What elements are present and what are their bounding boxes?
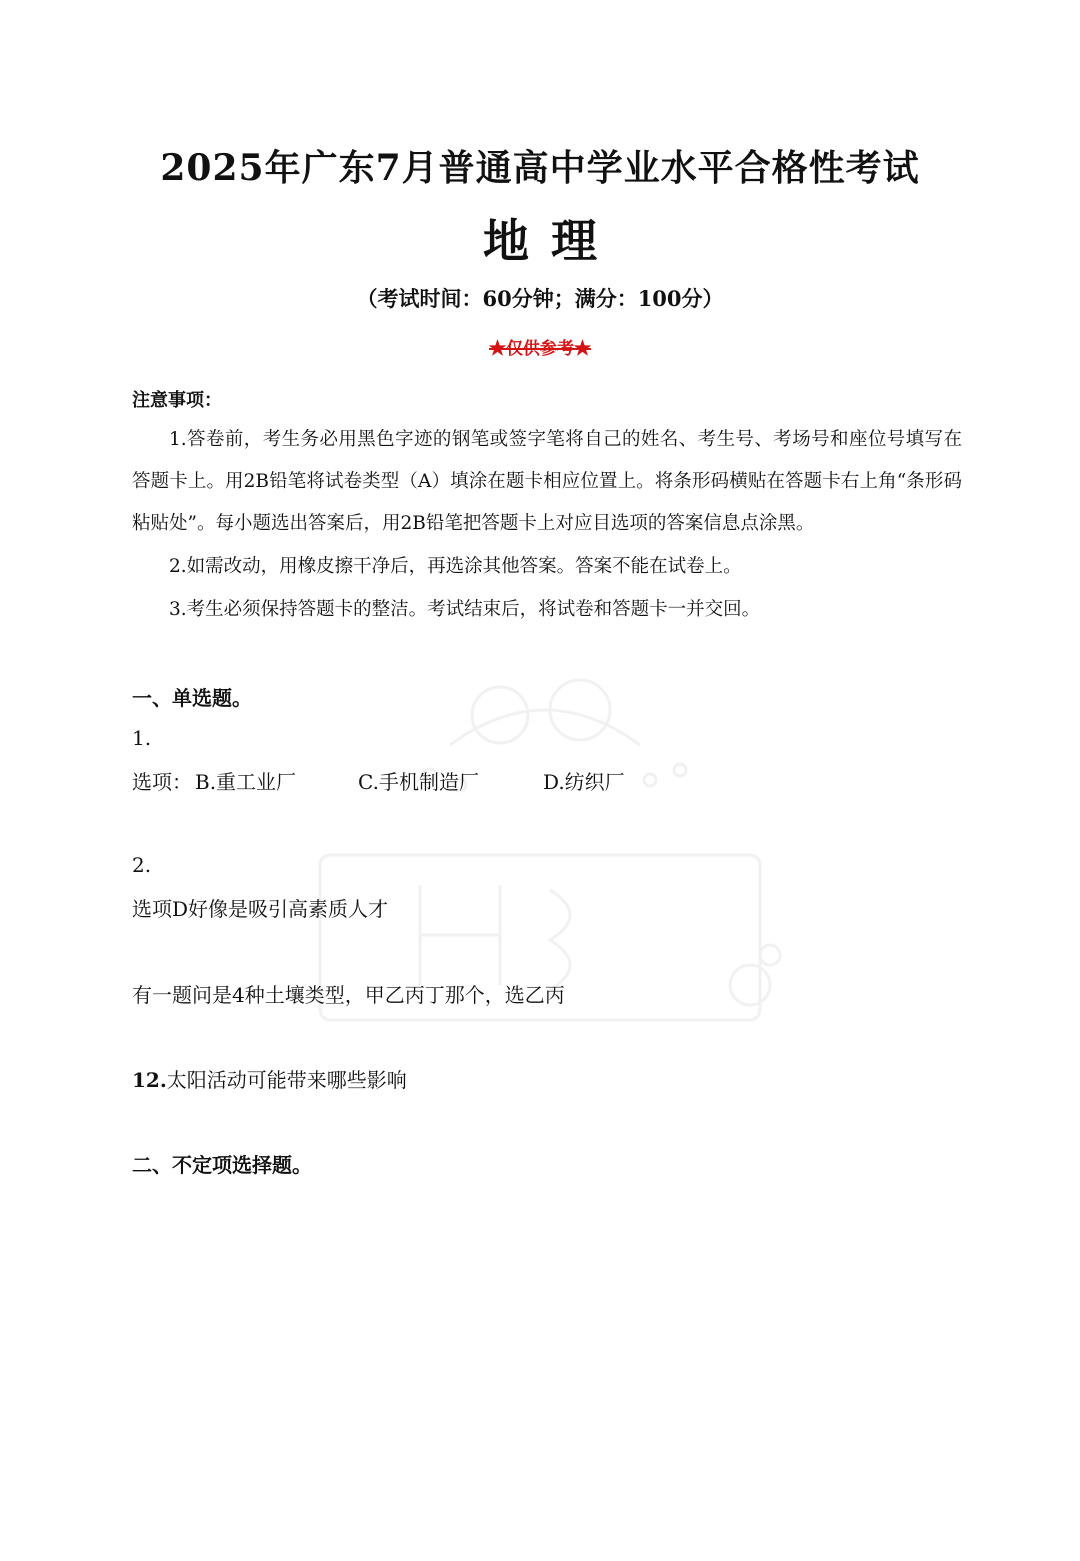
question-1-number: 1. bbox=[132, 726, 152, 750]
question-2-number: 2. bbox=[132, 853, 152, 877]
subject-title: 地理 bbox=[483, 214, 619, 268]
option-c: C.手机制造厂 bbox=[358, 770, 479, 794]
exam-time-score: （考试时间：60分钟；满分：100分） bbox=[356, 286, 724, 311]
notice-item-1: 1.答卷前，考生务必用黑色字迹的钢笔或签字笔将自己的姓名、考生号、考场号和座位号填写在答题卡上。用2B铅笔将试卷类型（A）填涂在题卡相应位置上。将条形码横贴在答题卡右上角“条形码粘贴处”。每小题选出答案后，用2B铅笔把答题卡上对应目选项的答案信息点涂黑。 bbox=[132, 429, 962, 534]
question-12 bbox=[132, 1064, 407, 1093]
option-d: D.纺织厂 bbox=[543, 770, 625, 794]
options-prefix: 选项： bbox=[132, 770, 192, 794]
option-b: B.重工业厂 bbox=[195, 770, 297, 794]
question-2-note: 选项D好像是吸引高素质人才 bbox=[132, 897, 389, 921]
section-multiple-choice-heading: 二、不定项选择题。 bbox=[132, 1153, 312, 1177]
notice-item-2: 2.如需改动，用橡皮擦干净后，再选涂其他答案。答案不能在试卷上。 bbox=[169, 556, 742, 577]
notice-heading: 注意事项： bbox=[132, 390, 222, 411]
exam-title: 2025年广东7月普通高中学业水平合格性考试 bbox=[160, 147, 920, 189]
notice-item-3: 3.考生必须保持答题卡的整洁。考试结束后，将试卷和答题卡一并交回。 bbox=[169, 599, 761, 620]
soil-question-note: 有一题问是4种土壤类型，甲乙丙丁那个，选乙丙 bbox=[132, 983, 565, 1007]
watermark-logo bbox=[300, 655, 790, 1035]
question-12-text: 太阳活动可能带来哪些影响 bbox=[166, 1068, 407, 1092]
question-12-number: 12. bbox=[132, 1068, 167, 1092]
reference-only-stamp: ★仅供参考★ bbox=[489, 339, 591, 359]
section-single-choice-heading: 一、单选题。 bbox=[132, 686, 252, 710]
